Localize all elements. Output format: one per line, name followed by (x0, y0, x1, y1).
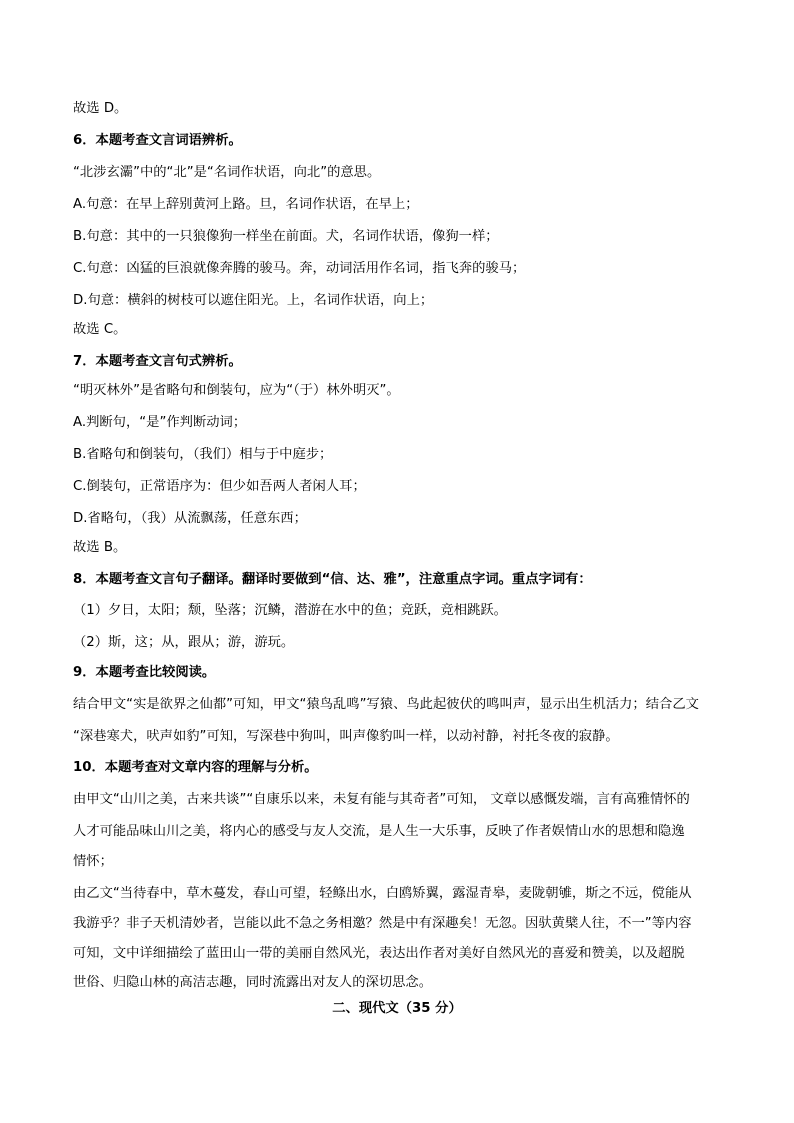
text-line: （1）夕日，太阳；颓，坠落；沉鳞，潜游在水中的鱼；竞跃，竞相跳跃。 (73, 603, 507, 618)
text-line: 由甲文“山川之美，古来共谈”“自康乐以来，未复有能与其奇者”可知， 文章以感慨发端，言有高雅情怀的 (73, 792, 690, 807)
text-line: “北涉玄灞”中的“北”是“名词作状语，向北”的意思。 (73, 165, 381, 180)
option-line: B.省略句和倒装句，（我们）相与于中庭步； (73, 447, 333, 462)
option-line: B.句意：其中的一只狼像狗一样坐在前面。犬，名词作状语，像狗一样； (73, 229, 499, 244)
text-line: “明灭林外”是省略句和倒装句，应为“（于）林外明灭”。 (73, 383, 400, 398)
option-line: A.句意：在早上辞别黄河上路。旦，名词作状语，在早上； (73, 197, 419, 212)
text-line: “深巷寒犬，吠声如豹”可知，写深巷中狗叫，叫声像豹叫一样，以动衬静，衬托冬夜的寂静。 (73, 729, 619, 744)
text-line: 世俗、归隐山林的高洁志趣，同时流露出对友人的深切思念。 (73, 975, 433, 990)
option-line: A.判断句，“是”作判断动词； (73, 415, 247, 430)
section-title: 二、现代文（35 分） (332, 1001, 462, 1016)
text-line: 结合甲文“实是欲界之仙都”可知，甲文“猿鸟乱鸣”写猿、鸟此起彼伏的鸣叫声，显示出生机活力；结合乙文 (73, 697, 699, 712)
text-line: 故选 C。 (73, 322, 127, 337)
question-heading: 6．本题考查文言词语辨析。 (73, 133, 242, 148)
option-line: C.句意：凶猛的巨浪就像奔腾的骏马。奔，动词活用作名词，指飞奔的骏马； (73, 261, 526, 276)
option-line: D.句意：横斜的树枝可以遮住阳光。上，名词作状语，向上； (73, 293, 434, 308)
question-heading: 7．本题考查文言句式辨析。 (73, 354, 242, 369)
text-line: 由乙文“当待春中，草木蔓发，春山可望，轻鲦出水，白鸥矫翼，露湿青皋，麦陇朝雊，斯之不远，傥能从 (73, 886, 692, 901)
text-line: 我游乎？非子天机清妙者，岂能以此不急之务相邀？然是中有深趣矣！无忽。因驮黄檗人往，不一”等内容 (73, 916, 692, 931)
option-line: D.省略句，（我）从流飘荡，任意东西； (73, 511, 307, 526)
question-heading: 9．本题考查比较阅读。 (73, 665, 216, 680)
question-heading: 10．本题考查对文章内容的理解与分析。 (73, 760, 318, 775)
option-line: C.倒装句，正常语序为：但少如吾两人者闲人耳； (73, 479, 366, 494)
text-line: 人才可能品味山川之美，将内心的感受与友人交流，是人生一大乐事，反映了作者娱情山水的思想和隐逸 (73, 824, 685, 839)
text-line: 可知，文中详细描绘了蓝田山一带的美丽自然风光，表达出作者对美好自然风光的喜爱和赞美，以及超脱 (73, 946, 685, 961)
text-line: 情怀； (73, 854, 113, 869)
text-line: 故选 D。 (73, 101, 128, 116)
text-line: 故选 B。 (73, 540, 127, 555)
question-heading: 8．本题考查文言句子翻译。翻译时要做到“信、达、雅”，注意重点字词。重点字词有： (73, 572, 592, 587)
text-line: （2）斯，这；从，跟从；游，游玩。 (73, 635, 295, 650)
